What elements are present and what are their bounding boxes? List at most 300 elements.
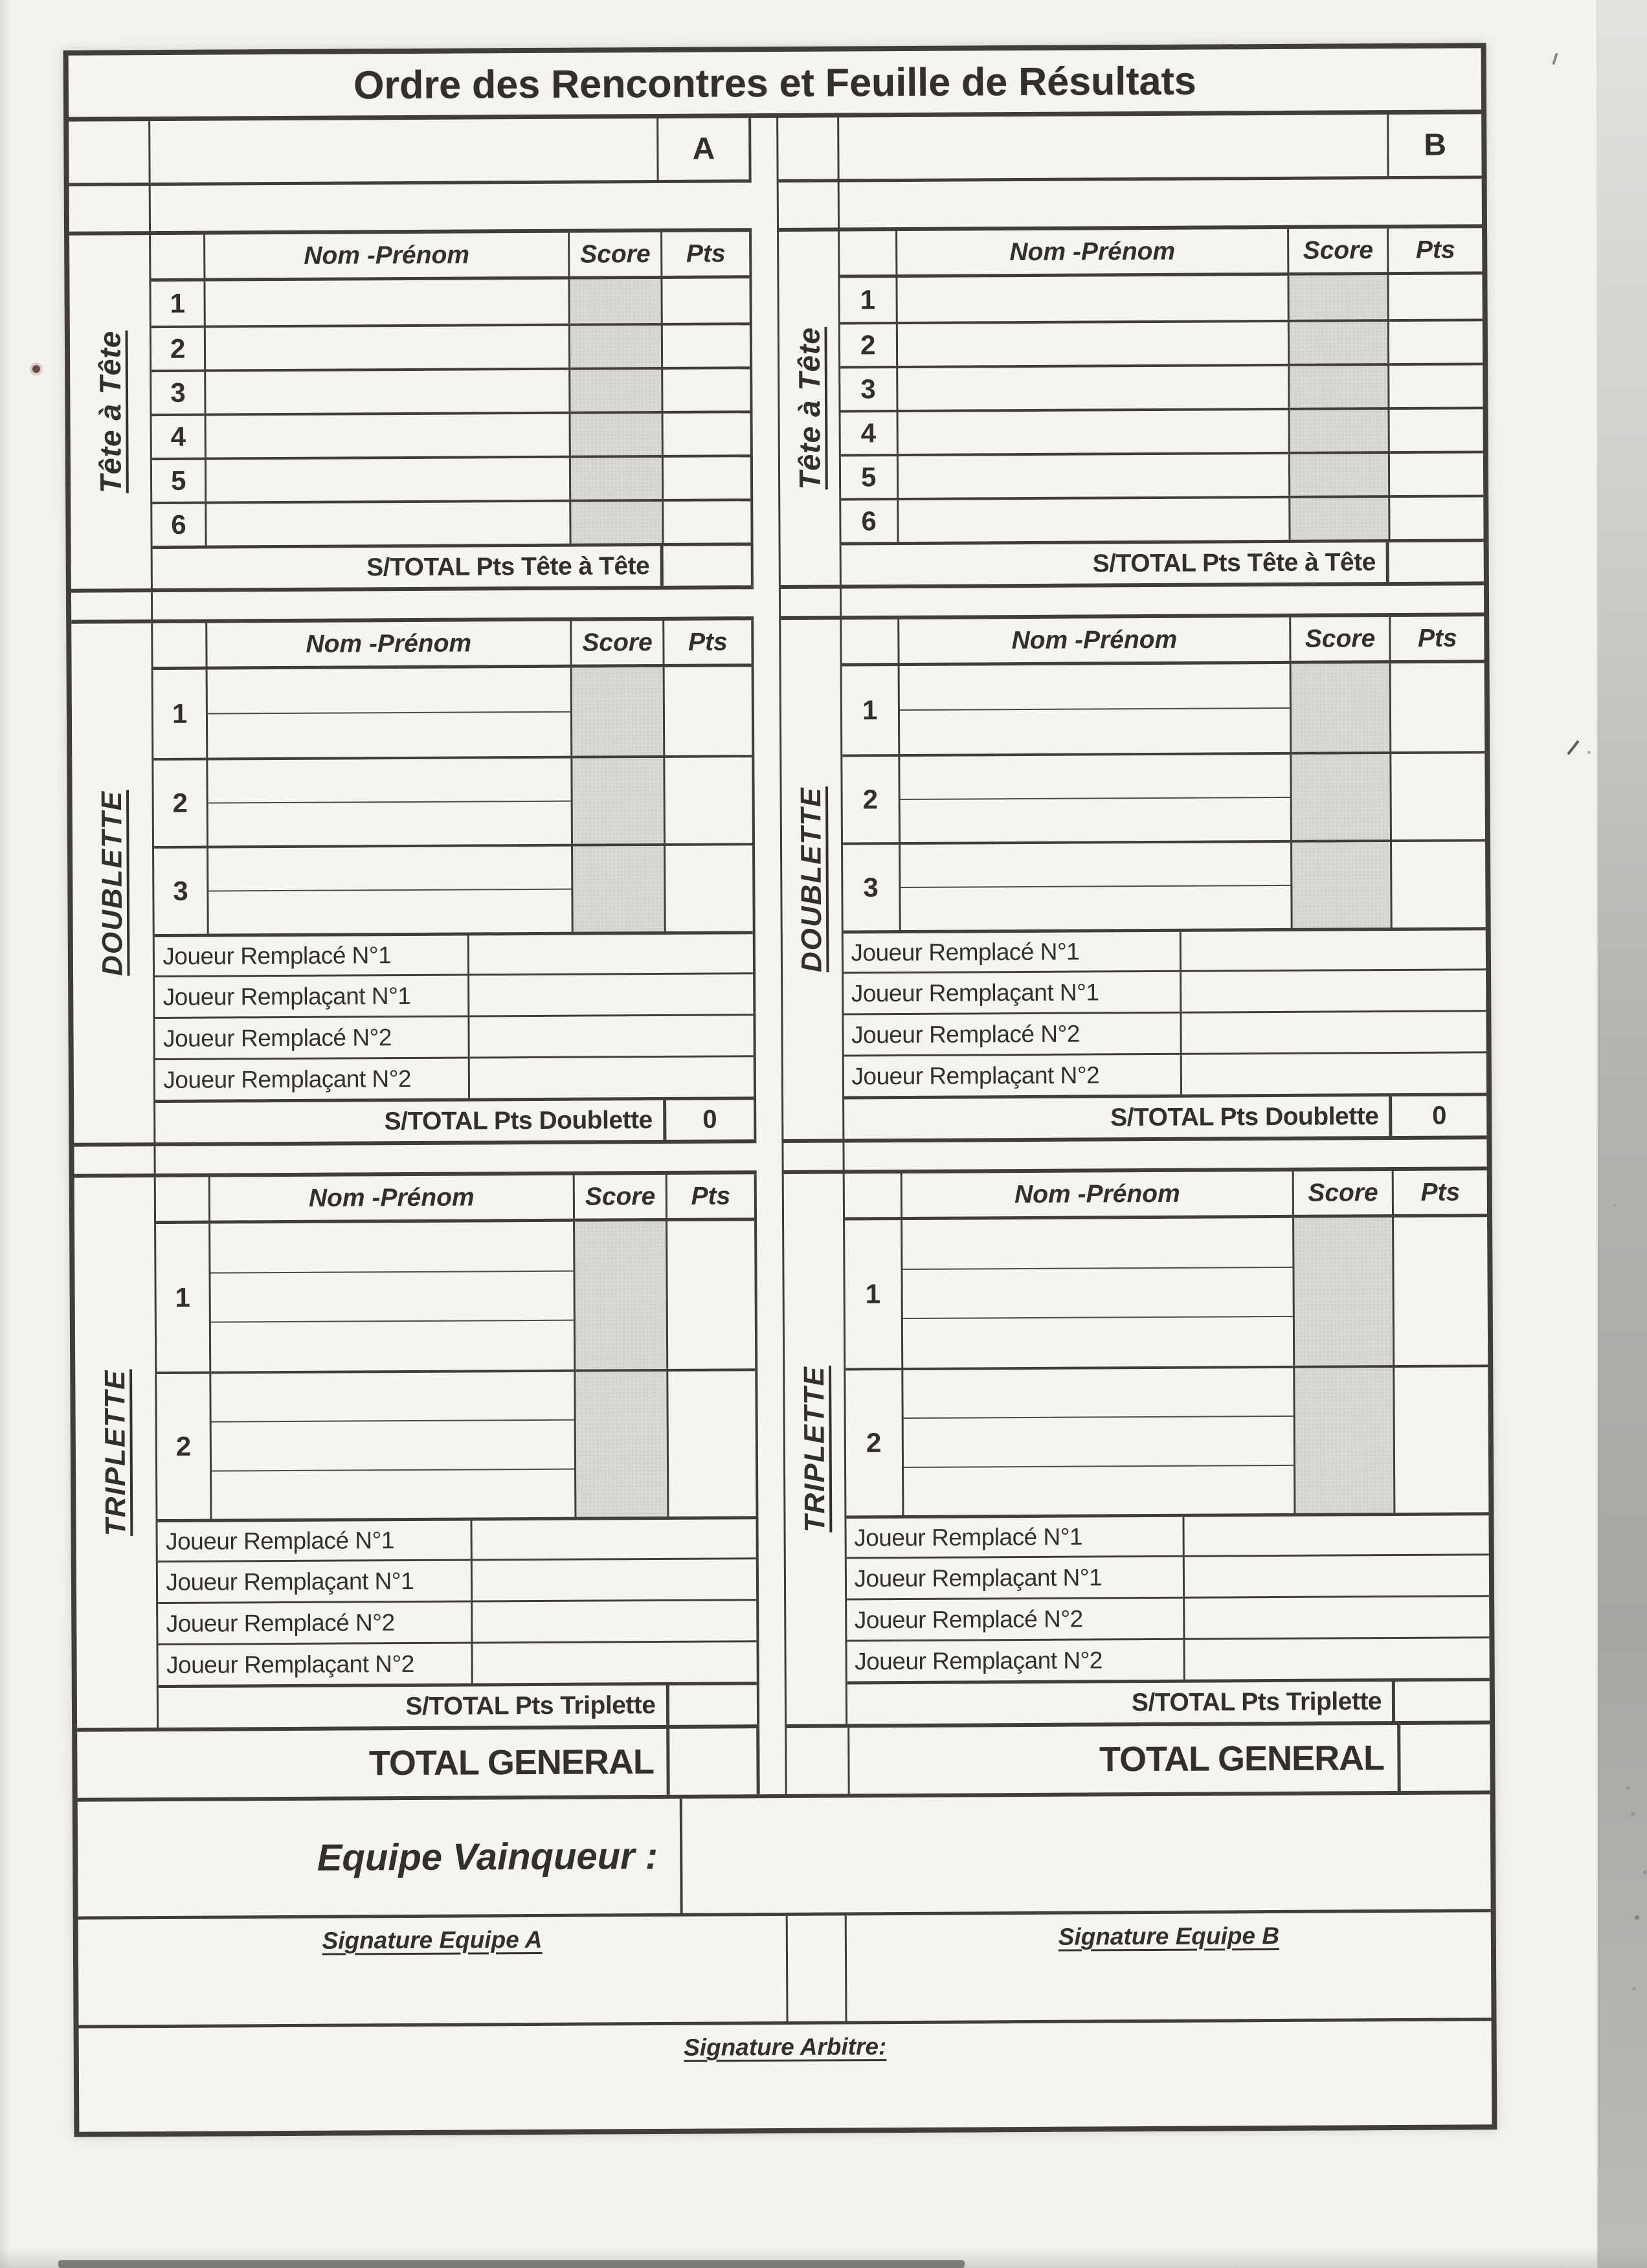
label-column-ghost — [779, 183, 840, 228]
row-number: 1 — [170, 287, 186, 318]
gap-row — [74, 1143, 756, 1174]
total-general-row — [787, 1724, 1490, 1794]
tete-table — [151, 232, 754, 588]
player-line — [904, 1416, 1294, 1466]
signature-equipe-b: Signature Equipe B — [1058, 1922, 1280, 1950]
col-header-score: Score — [568, 232, 660, 276]
player-line — [903, 1316, 1294, 1368]
subtotal-value: 0 — [663, 1100, 754, 1140]
player-line — [902, 1267, 1293, 1318]
table-row — [151, 278, 750, 326]
replacement-label: Joueur Remplacé N°1 — [162, 941, 392, 970]
player-line — [900, 707, 1290, 754]
table-header-row — [842, 616, 1485, 666]
section-doublette — [781, 612, 1486, 1143]
team-name-cell — [150, 118, 659, 183]
pts-cell — [1389, 663, 1485, 751]
replacement-label: Joueur Remplacé N°1 — [854, 1523, 1083, 1551]
gap-row — [71, 589, 754, 620]
row-number: 1 — [862, 695, 878, 726]
tete-table — [840, 228, 1484, 584]
player-name-cell — [204, 326, 569, 370]
section-label-column — [74, 1177, 159, 1728]
section-doublette — [71, 616, 756, 1147]
subtotal-label: S/TOTAL Pts Doublette — [384, 1106, 653, 1135]
equipe-vainqueur-value — [682, 1794, 1491, 1913]
table-row — [152, 454, 750, 502]
pts-cell — [664, 845, 752, 931]
score-cell — [568, 279, 661, 324]
col-header-name: Nom -Prénom — [895, 229, 1288, 274]
player-name-cell — [896, 322, 1288, 366]
player-name-cell — [209, 1372, 574, 1519]
section-label: TRIPLETTE — [98, 1369, 132, 1537]
table-header-row — [840, 228, 1483, 278]
pts-cell — [661, 369, 750, 411]
replacement-row — [155, 972, 754, 1017]
scan-artifact-dust — [1626, 1786, 1630, 1790]
replacement-value-cell — [1180, 1012, 1486, 1052]
section-label-column — [784, 1173, 847, 1724]
score-cell — [1290, 842, 1391, 928]
total-general-value — [1397, 1724, 1490, 1791]
player-line — [901, 797, 1291, 842]
player-line — [901, 885, 1291, 930]
player-line — [212, 1468, 575, 1518]
col-header-score: Score — [1289, 617, 1389, 661]
subtotal-row — [153, 542, 751, 588]
replacement-label: Joueur Remplaçant N°1 — [162, 982, 411, 1010]
score-cell — [568, 370, 661, 412]
col-header-name: Nom -Prénom — [203, 233, 568, 278]
col-header-pts: Pts — [1392, 1170, 1487, 1214]
replacement-label: Joueur Remplaçant N°2 — [855, 1646, 1103, 1674]
scan-edge-right — [1597, 0, 1647, 2268]
replacement-row — [847, 1595, 1490, 1640]
player-line — [900, 755, 1290, 799]
subtotal-row — [156, 1096, 754, 1142]
team-header-row — [778, 114, 1481, 183]
gap-row — [781, 585, 1484, 616]
score-cell — [570, 667, 664, 756]
player-name-cell — [205, 458, 570, 502]
player-name-cell — [207, 847, 572, 934]
player-line — [902, 1218, 1293, 1269]
table-row — [845, 1217, 1488, 1368]
section-label: DOUBLETTE — [96, 790, 129, 976]
pts-cell — [1390, 841, 1486, 928]
replacement-label: Joueur Remplacé N°1 — [165, 1526, 395, 1555]
section-label-column — [779, 232, 841, 585]
equipe-vainqueur-label: Equipe Vainqueur : — [78, 1799, 683, 1917]
replacement-label: Joueur Remplacé N°2 — [854, 1605, 1083, 1633]
replacement-row — [159, 1599, 757, 1643]
table-header-row — [153, 620, 752, 670]
table-row — [842, 751, 1485, 842]
replacement-row — [843, 927, 1486, 972]
player-name-cell — [896, 410, 1288, 454]
table-row — [840, 318, 1483, 366]
subtotal-row — [159, 1682, 757, 1728]
row-number: 4 — [170, 421, 186, 452]
score-cell — [1288, 454, 1388, 496]
player-name-cell — [899, 843, 1291, 930]
score-cell — [573, 1221, 666, 1370]
table-row — [840, 274, 1483, 322]
row-number: 2 — [172, 787, 188, 818]
row-number: 2 — [175, 1430, 192, 1462]
replacement-row — [844, 968, 1486, 1013]
row-number: 5 — [170, 465, 186, 496]
replacement-value-cell — [1183, 1638, 1490, 1679]
team-name-cell — [839, 115, 1389, 179]
col-header-name: Nom -Prénom — [897, 617, 1290, 663]
signature-equipe-a: Signature Equipe A — [322, 1926, 543, 1954]
col-header-blank — [153, 623, 206, 667]
col-header-blank — [151, 235, 204, 278]
row-number: 3 — [860, 373, 876, 405]
player-line — [208, 759, 571, 803]
table-row — [157, 1368, 756, 1519]
label-column-ghost — [784, 1142, 845, 1170]
team-half — [69, 118, 759, 1797]
player-name-cell — [896, 366, 1288, 410]
replacement-label: Joueur Remplacé N°2 — [166, 1608, 395, 1637]
results-sheet — [63, 43, 1497, 2137]
row-number: 4 — [860, 417, 877, 449]
replacement-label: Joueur Remplaçant N°1 — [166, 1567, 414, 1595]
subtotal-value — [666, 1685, 757, 1725]
col-header-blank — [842, 619, 898, 663]
replacement-label: Joueur Remplaçant N°2 — [163, 1065, 412, 1093]
player-name-cell — [205, 502, 570, 546]
label-column-ghost — [74, 1146, 156, 1174]
main-area — [69, 114, 1490, 1801]
doublette-table — [842, 616, 1487, 1139]
replacement-row — [846, 1553, 1489, 1598]
col-header-pts: Pts — [666, 1174, 754, 1218]
pts-cell — [662, 457, 750, 499]
player-line — [904, 1465, 1294, 1515]
col-header-score: Score — [1292, 1171, 1392, 1215]
col-header-blank — [840, 231, 896, 274]
replacement-label: Joueur Remplaçant N°2 — [851, 1061, 1100, 1089]
team-half — [776, 114, 1490, 1794]
player-name-cell — [897, 454, 1289, 498]
score-cell — [1288, 366, 1387, 408]
pts-cell — [664, 757, 752, 843]
player-line — [207, 668, 570, 713]
replacement-label: Joueur Remplacé N°2 — [162, 1023, 392, 1052]
table-row — [153, 498, 751, 546]
section-label: Tête à Tête — [93, 330, 128, 494]
scan-artifact-mark — [1552, 53, 1558, 65]
pts-cell — [1388, 409, 1483, 451]
equipe-vainqueur-row — [78, 1794, 1491, 1919]
replacement-value-cell — [468, 1016, 754, 1056]
table-row — [157, 1221, 756, 1372]
pts-cell — [662, 413, 750, 455]
player-name-cell — [897, 664, 1290, 754]
pts-cell — [1389, 753, 1485, 839]
table-row — [843, 839, 1486, 930]
section-label: Tête à Tête — [792, 326, 827, 490]
replacement-value-cell — [471, 1642, 757, 1683]
section-triplette — [74, 1170, 759, 1732]
subtotal-label: S/TOTAL Pts Triplette — [405, 1691, 656, 1720]
score-cell — [569, 458, 662, 500]
label-column-ghost — [781, 588, 842, 616]
table-row — [154, 755, 752, 846]
row-number: 1 — [865, 1278, 881, 1309]
subtotal-label: S/TOTAL Pts Triplette — [1131, 1687, 1382, 1717]
subtotal-value — [1392, 1681, 1490, 1721]
player-name-cell — [898, 755, 1290, 842]
col-header-blank — [156, 1177, 208, 1221]
table-row — [152, 410, 750, 458]
replacement-value-cell — [467, 934, 753, 973]
col-header-score: Score — [570, 621, 662, 665]
scan-artifact-pinhole — [32, 365, 40, 373]
score-cell — [1288, 498, 1388, 540]
label-column-ghost — [69, 186, 151, 232]
player-name-cell — [204, 414, 569, 458]
replacement-value-cell — [471, 1601, 757, 1641]
gap-row — [69, 183, 752, 232]
signature-arbitre: Signature Arbitre: — [684, 2033, 887, 2061]
pts-cell — [1388, 497, 1483, 539]
total-general-value — [667, 1728, 757, 1795]
replacement-value-cell — [1182, 1555, 1489, 1596]
row-number: 3 — [863, 872, 879, 903]
replacement-label: Joueur Remplacé N°2 — [851, 1020, 1081, 1048]
gap-row — [784, 1139, 1487, 1170]
row-number: 6 — [171, 509, 186, 540]
section-label-column — [69, 235, 153, 589]
score-cell — [569, 502, 662, 544]
subtotal-label: S/TOTAL Pts Tête à Tête — [1092, 548, 1376, 577]
label-column-ghost — [71, 592, 153, 620]
player-line — [901, 843, 1291, 887]
section-label-column — [781, 619, 844, 1139]
signature-arbitre-cell — [79, 2030, 1492, 2131]
subtotal-label: S/TOTAL Pts Doublette — [1110, 1102, 1379, 1131]
replacement-row — [158, 1557, 756, 1602]
subtotal-row — [847, 1678, 1490, 1724]
replacement-value-cell — [1183, 1597, 1490, 1638]
player-name-cell — [901, 1368, 1294, 1515]
col-header-name: Nom -Prénom — [205, 621, 570, 667]
player-name-cell — [206, 759, 571, 846]
section-label: TRIPLETTE — [798, 1365, 831, 1533]
pts-cell — [661, 278, 750, 323]
score-cell — [1290, 663, 1390, 752]
replacement-row — [155, 1055, 754, 1100]
player-line — [210, 1222, 574, 1273]
row-number: 1 — [175, 1282, 191, 1313]
player-line — [208, 847, 572, 891]
replacement-value-cell — [471, 1559, 756, 1600]
pts-cell — [1387, 274, 1482, 319]
row-number: 1 — [172, 698, 188, 729]
table-row — [840, 406, 1483, 454]
subtotal-label: S/TOTAL Pts Tête à Tête — [366, 551, 650, 581]
replacement-row — [846, 1512, 1489, 1557]
scan-edge-left — [0, 0, 10, 2268]
section-label-column — [71, 623, 156, 1143]
total-general-label: TOTAL GENERAL — [1099, 1739, 1385, 1779]
replacement-row — [844, 1010, 1486, 1054]
row-number: 3 — [173, 875, 188, 906]
team-letter: A — [692, 131, 715, 166]
total-general-label: TOTAL GENERAL — [368, 1742, 655, 1783]
score-cell — [570, 758, 664, 844]
triplette-table — [844, 1170, 1490, 1724]
player-name-cell — [901, 1218, 1294, 1368]
table-row — [151, 322, 750, 370]
title-band — [69, 48, 1482, 121]
scan-edge-bottom — [58, 2260, 965, 2268]
subtotal-row — [841, 539, 1484, 584]
pts-cell — [666, 1221, 755, 1369]
replacement-label: Joueur Remplacé N°1 — [851, 938, 1080, 966]
team-letter: B — [1424, 128, 1447, 162]
row-number: 6 — [861, 506, 877, 537]
table-header-row — [844, 1170, 1487, 1220]
score-cell — [574, 1372, 667, 1517]
player-line — [208, 711, 571, 758]
player-line — [899, 664, 1290, 709]
page-title: Ordre des Rencontres et Feuille de Résultats — [353, 58, 1196, 107]
player-name-cell — [204, 370, 569, 414]
replacement-value-cell — [1182, 1515, 1489, 1555]
row-number: 3 — [170, 377, 186, 408]
section-tete-a-tete — [779, 224, 1484, 589]
scan-artifact-mark — [1567, 740, 1579, 755]
replacement-row — [158, 1516, 756, 1561]
triplette-table — [156, 1174, 759, 1728]
replacement-label: Joueur Remplaçant N°1 — [851, 978, 1099, 1006]
table-row — [153, 667, 752, 758]
pts-cell — [661, 325, 750, 367]
table-row — [840, 362, 1483, 410]
player-name-cell — [205, 668, 570, 758]
col-header-score: Score — [573, 1175, 666, 1219]
row-number: 2 — [862, 784, 879, 815]
player-line — [208, 801, 571, 846]
pts-cell — [1388, 453, 1483, 495]
score-cell — [1293, 1368, 1393, 1513]
total-general-row — [77, 1728, 759, 1798]
score-cell — [568, 326, 661, 368]
replacement-value-cell — [1180, 970, 1486, 1011]
player-name-cell — [895, 276, 1288, 322]
replacement-row — [159, 1640, 757, 1685]
player-name-cell — [897, 498, 1289, 542]
row-number: 2 — [860, 329, 876, 361]
col-header-pts: Pts — [1389, 616, 1484, 660]
middle-gutter — [786, 1915, 847, 2021]
pts-cell — [662, 501, 750, 543]
table-row — [152, 366, 750, 414]
col-header-name: Nom -Prénom — [901, 1172, 1293, 1217]
row-number: 2 — [866, 1427, 882, 1458]
team-header-row — [69, 118, 751, 186]
score-cell — [569, 414, 662, 456]
player-line — [208, 889, 572, 934]
row-number: 5 — [860, 461, 877, 493]
pts-cell — [1393, 1367, 1488, 1513]
score-cell — [1288, 410, 1388, 452]
table-row — [846, 1364, 1489, 1515]
score-cell — [1288, 322, 1387, 364]
replacement-label: Joueur Remplaçant N°1 — [854, 1563, 1103, 1592]
signature-band — [78, 1912, 1492, 2028]
replacement-value-cell — [468, 1057, 754, 1098]
table-row — [841, 495, 1484, 542]
score-cell — [1288, 275, 1387, 320]
subtotal-value — [660, 546, 751, 586]
section-triplette — [784, 1166, 1490, 1728]
pts-cell — [1392, 1217, 1488, 1365]
gap-row — [779, 179, 1482, 228]
section-tete-a-tete — [69, 228, 754, 593]
pts-cell — [1387, 365, 1483, 407]
col-header-name: Nom -Prénom — [208, 1175, 573, 1221]
signature-equipe-a-cell — [78, 1916, 787, 2025]
replacement-row — [844, 1051, 1486, 1096]
pts-cell — [663, 667, 752, 755]
table-header-row — [156, 1174, 754, 1224]
section-label: DOUBLETTE — [794, 786, 828, 973]
replacement-value-cell — [471, 1519, 756, 1559]
player-line — [211, 1419, 574, 1470]
row-number: 1 — [860, 284, 876, 315]
subtotal-value: 0 — [1389, 1096, 1486, 1136]
replacement-value-cell — [467, 974, 753, 1015]
col-header-pts: Pts — [660, 232, 749, 276]
col-header-pts: Pts — [1387, 228, 1482, 272]
score-cell — [1290, 754, 1391, 840]
row-number: 2 — [170, 333, 186, 364]
pts-cell — [666, 1371, 756, 1517]
table-row — [154, 843, 752, 934]
player-line — [903, 1368, 1294, 1418]
replacement-value-cell — [1180, 1053, 1486, 1094]
table-row — [842, 663, 1485, 754]
signature-equipe-b-cell — [847, 1912, 1492, 2021]
replacement-row — [155, 1014, 754, 1058]
replacement-row — [155, 931, 753, 975]
col-header-blank — [844, 1173, 901, 1217]
team-header-spacer — [778, 118, 839, 179]
col-header-score: Score — [1287, 228, 1387, 272]
score-cell — [1292, 1217, 1393, 1366]
pts-cell — [1387, 321, 1483, 363]
table-header-row — [151, 232, 750, 282]
subtotal-row — [844, 1093, 1487, 1139]
score-cell — [571, 846, 664, 932]
doublette-table — [153, 620, 757, 1142]
col-header-pts: Pts — [662, 620, 751, 664]
subtotal-value — [1386, 542, 1484, 582]
player-line — [210, 1270, 574, 1322]
replacement-value-cell — [1179, 930, 1486, 970]
replacement-row — [847, 1636, 1490, 1681]
team-header-spacer — [69, 121, 150, 183]
player-name-cell — [208, 1222, 574, 1372]
player-line — [211, 1320, 574, 1372]
